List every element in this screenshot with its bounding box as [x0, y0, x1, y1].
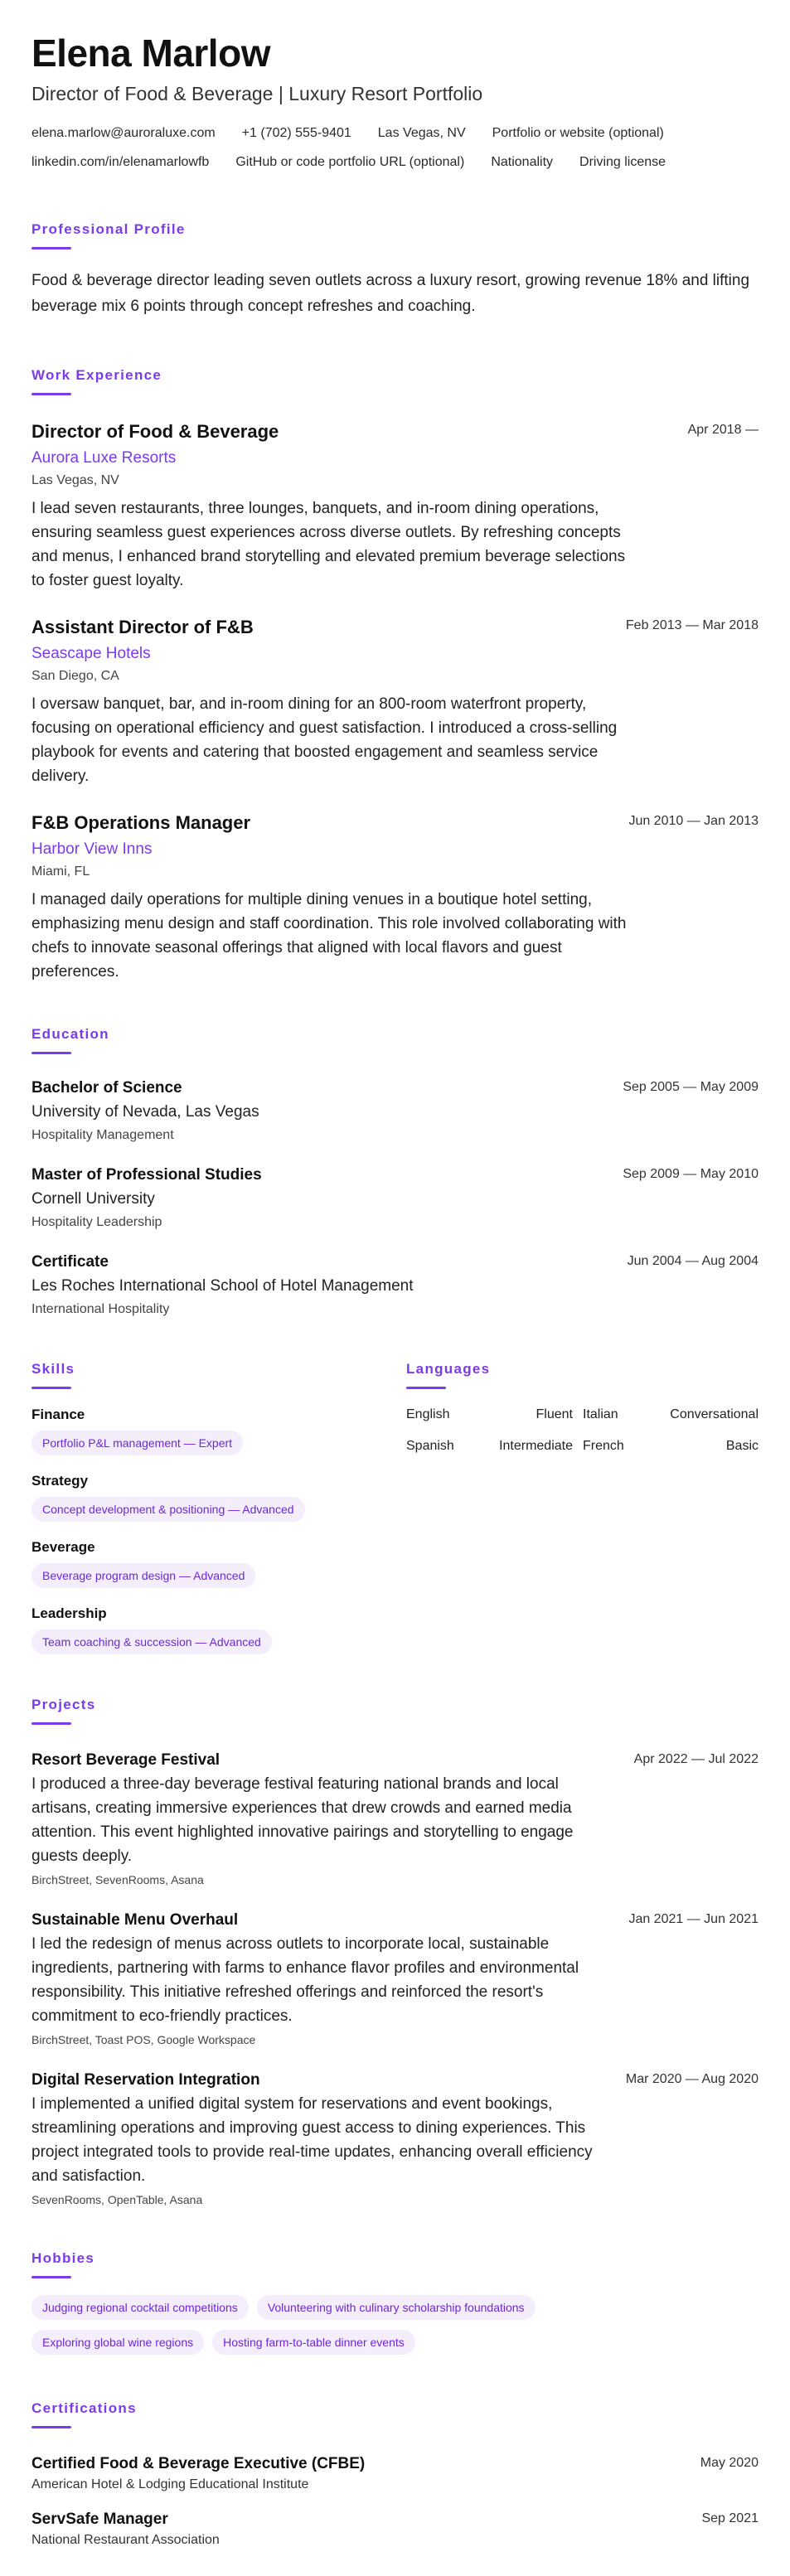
education-entry	[32, 1165, 758, 1232]
skill-pill: Concept development & positioning — Advanced	[32, 1497, 305, 1522]
certification-date: May 2020	[700, 2456, 758, 2470]
section-title: Languages	[406, 1361, 491, 1377]
email-link[interactable]: elena.marlow@auroraluxe.com	[32, 126, 216, 140]
skill-group	[32, 1472, 406, 1522]
job-dates: Feb 2013 — Mar 2018	[625, 618, 758, 632]
language-name: English	[406, 1407, 450, 1421]
candidate-name: Elena Marlow	[32, 31, 270, 75]
school-name: University of Nevada, Las Vegas	[32, 1103, 259, 1121]
project-description: I led the redesign of menus across outlets to incorporate local, sustainable ingredients, partnering with farms to enhance flavor profiles and environmental responsibility. This initiative refreshed offerings and reinforced the resort's commitment to eco-friendly practices.	[32, 1935, 579, 2025]
job-location: Las Vegas, NV	[32, 473, 119, 487]
project-dates: Jan 2021 — Jun 2021	[628, 1912, 758, 1926]
company-name: Harbor View Inns	[32, 840, 153, 858]
hobby-list	[32, 2295, 628, 2355]
headline: Director of Food & Beverage | Luxury Resort Portfolio	[32, 83, 483, 104]
language-name: French	[583, 1439, 624, 1453]
project-title: Resort Beverage Festival	[32, 1751, 221, 1769]
project-entry	[32, 2070, 758, 2208]
certification-issuer: National Restaurant Association	[32, 2533, 220, 2547]
school-name: Les Roches International School of Hotel Management	[32, 1277, 414, 1295]
skill-group	[32, 1605, 406, 1654]
section-title: Projects	[32, 1697, 96, 1712]
language-level: Fluent	[536, 1407, 573, 1421]
languages-section	[406, 1360, 758, 1654]
section-divider	[32, 247, 71, 249]
skill-category: Finance	[32, 1407, 85, 1422]
certification-entry	[32, 2509, 758, 2549]
school-name: Cornell University	[32, 1190, 155, 1208]
section-title: Skills	[32, 1361, 75, 1377]
section-title: Work Experience	[32, 367, 162, 383]
job-entry	[32, 616, 758, 788]
company-name: Aurora Luxe Resorts	[32, 449, 177, 467]
project-dates: Apr 2022 — Jul 2022	[633, 1752, 758, 1766]
hobby-pill: Exploring global wine regions	[32, 2330, 204, 2355]
contact-row	[32, 153, 758, 172]
certification-name: ServSafe Manager	[32, 2511, 168, 2528]
linkedin-link[interactable]: linkedin.com/in/elenamarlowfb	[32, 155, 210, 169]
languages-grid	[406, 1406, 758, 1455]
hobby-pill: Volunteering with culinary scholarship foundations	[257, 2295, 536, 2320]
section-divider	[32, 393, 71, 395]
job-location: Miami, FL	[32, 864, 90, 879]
section-title: Hobbies	[32, 2250, 95, 2266]
hobby-pill: Judging regional cocktail competitions	[32, 2295, 249, 2320]
education-entry	[32, 1077, 758, 1145]
skill-category: Beverage	[32, 1539, 95, 1555]
degree: Certificate	[32, 1253, 109, 1271]
section-title: Professional Profile	[32, 221, 186, 237]
portfolio-link[interactable]: Portfolio or website (optional)	[492, 126, 664, 140]
degree: Bachelor of Science	[32, 1079, 182, 1097]
education-dates: Sep 2005 — May 2009	[623, 1080, 758, 1094]
profile-summary: Food & beverage director leading seven outlets across a luxury resort, growing revenue 18% and lifting beverage mix 6 points through concept refreshes and coaching.	[32, 272, 750, 315]
project-tools: SevenRooms, OpenTable, Asana	[32, 2193, 203, 2206]
job-title: Director of Food & Beverage	[32, 421, 279, 442]
job-description: I oversaw banquet, bar, and in-room dining for an 800-room waterfront property, focusing on operational efficiency and guest satisfaction. I introduced a cross-selling playbook for events and catering that boosted engagement and seamless service delivery.	[32, 695, 618, 785]
skill-group	[32, 1406, 406, 1455]
certification-date: Sep 2021	[701, 2511, 758, 2525]
skill-pill: Beverage program design — Advanced	[32, 1563, 255, 1588]
language-name: Spanish	[406, 1439, 454, 1453]
profile-section	[32, 220, 758, 319]
project-description: I produced a three-day beverage festival featuring national brands and local artisans, creating immersive experiences that drew crowds and earned media attention. This event highlighted innovative pairings and storytelling to engage guests deeply.	[32, 1775, 574, 1865]
certification-entry	[32, 2453, 758, 2494]
section-divider	[406, 1387, 446, 1389]
hobbies-section	[32, 2249, 758, 2355]
education-dates: Sep 2009 — May 2010	[623, 1167, 758, 1181]
skills-section	[32, 1360, 406, 1654]
language-name: Italian	[583, 1407, 618, 1421]
certification-issuer: American Hotel & Lodging Educational Institute	[32, 2477, 309, 2491]
section-divider	[32, 1052, 71, 1054]
job-dates: Apr 2018 —	[687, 423, 758, 437]
project-description: I implemented a unified digital system for reservations and event bookings, streamlining operations and improving guest access to dining experiences. This project integrated tools to provide real-time updates, enhancing overall efficiency and satisfaction.	[32, 2095, 593, 2185]
field-of-study: Hospitality Management	[32, 1128, 174, 1142]
section-divider	[32, 2276, 71, 2278]
section-divider	[32, 2426, 71, 2428]
skill-category: Leadership	[32, 1605, 107, 1621]
job-entry	[32, 420, 758, 593]
education-entry	[32, 1252, 758, 1319]
education-section	[32, 1025, 758, 1319]
phone-text: +1 (702) 555-9401	[241, 126, 351, 140]
location-text: Las Vegas, NV	[377, 126, 466, 140]
nationality-text: Nationality	[491, 155, 554, 169]
field-of-study: Hospitality Leadership	[32, 1215, 162, 1229]
job-title: F&B Operations Manager	[32, 812, 251, 833]
project-title: Sustainable Menu Overhaul	[32, 1911, 239, 1929]
skills-languages-row	[32, 1360, 758, 1654]
experience-section	[32, 366, 758, 984]
project-tools: BirchStreet, Toast POS, Google Workspace	[32, 2033, 256, 2046]
skill-pill: Team coaching & succession — Advanced	[32, 1629, 272, 1654]
project-tools: BirchStreet, SevenRooms, Asana	[32, 1873, 204, 1886]
project-entry	[32, 1750, 758, 1888]
driving-license-text: Driving license	[579, 155, 666, 169]
skill-category: Strategy	[32, 1473, 89, 1489]
company-name: Seascape Hotels	[32, 645, 151, 662]
job-dates: Jun 2010 — Jan 2013	[628, 814, 758, 828]
language-level: Intermediate	[499, 1439, 573, 1453]
github-link[interactable]: GitHub or code portfolio URL (optional)	[235, 155, 465, 169]
job-description: I lead seven restaurants, three lounges, banquets, and in-room dining operations, ensuring seamless guest experiences across diverse outlets. By refreshing concepts and menus, I enhanced brand storytelling and elevated premium beverage selections to foster guest loyalty.	[32, 500, 626, 589]
hobby-pill: Hosting farm-to-table dinner events	[212, 2330, 415, 2355]
job-entry	[32, 811, 758, 984]
contact-row	[32, 124, 758, 143]
projects-section	[32, 1696, 758, 2208]
job-location: San Diego, CA	[32, 669, 119, 683]
job-title: Assistant Director of F&B	[32, 617, 254, 637]
language-level: Basic	[725, 1439, 758, 1453]
project-entry	[32, 1910, 758, 2048]
job-description: I managed daily operations for multiple dining venues in a boutique hotel setting, emphasizing menu design and staff coordination. This role involved collaborating with chefs to innovate seasonal offerings that aligned with local flavors and guest preferences.	[32, 891, 627, 981]
field-of-study: International Hospitality	[32, 1302, 170, 1316]
certification-name: Certified Food & Beverage Executive (CFBE)	[32, 2455, 366, 2472]
degree: Master of Professional Studies	[32, 1166, 262, 1184]
certifications-section	[32, 2399, 758, 2549]
education-dates: Jun 2004 — Aug 2004	[627, 1254, 758, 1268]
project-title: Digital Reservation Integration	[32, 2071, 260, 2089]
language-level: Conversational	[670, 1407, 758, 1421]
skill-group	[32, 1538, 406, 1588]
section-divider	[32, 1387, 71, 1389]
skill-pill: Portfolio P&L management — Expert	[32, 1431, 243, 1455]
project-dates: Mar 2020 — Aug 2020	[625, 2072, 758, 2086]
section-title: Certifications	[32, 2400, 137, 2416]
resume-header	[32, 31, 758, 172]
section-title: Education	[32, 1026, 109, 1042]
section-divider	[32, 1722, 71, 1725]
